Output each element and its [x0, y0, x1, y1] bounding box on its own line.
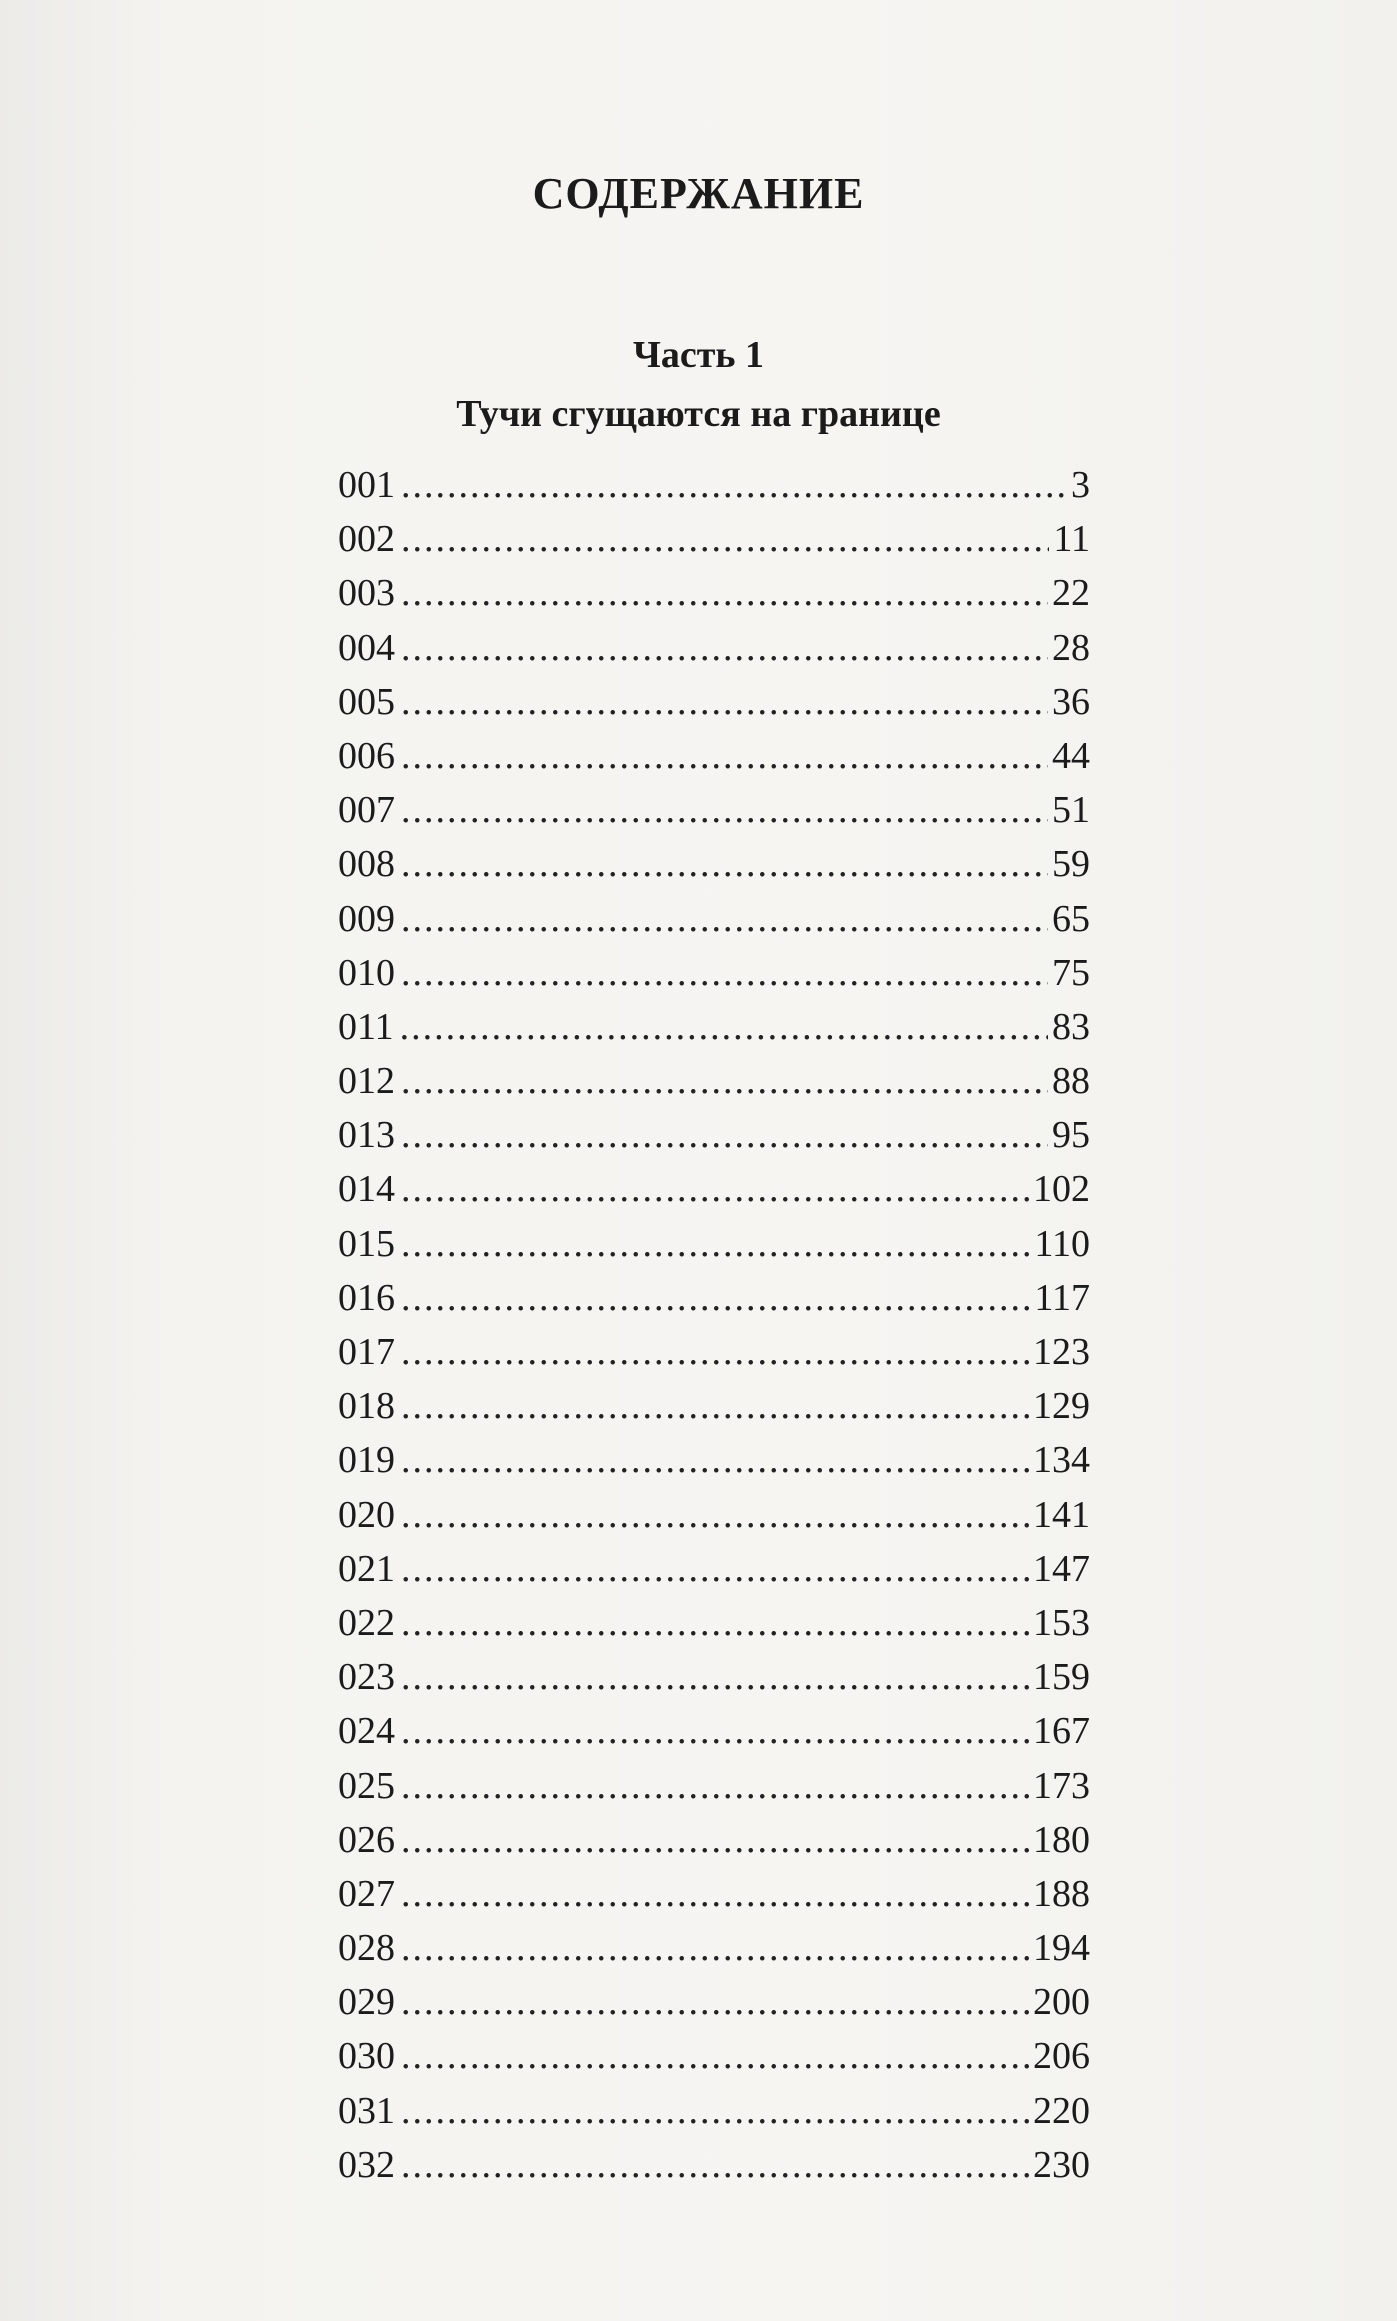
toc-entry-page: 3	[1071, 464, 1090, 506]
toc-entry-number: 018	[338, 1385, 395, 1428]
toc-entry-number: 004	[338, 626, 395, 669]
toc-entry-number: 031	[338, 2089, 395, 2132]
toc-entry-page: 28	[1052, 626, 1090, 669]
dot-leader	[401, 783, 1048, 837]
toc-entry-page: 173	[1033, 1764, 1090, 1807]
toc-entry-number: 009	[338, 897, 395, 940]
dot-leader	[401, 1433, 1029, 1487]
toc-entry-number: 022	[338, 1601, 395, 1644]
dot-leader	[401, 1813, 1029, 1867]
dot-leader	[401, 2138, 1029, 2192]
toc-entry	[338, 1975, 1090, 2029]
toc-entry-page: 51	[1052, 789, 1090, 832]
toc-entry-page: 188	[1033, 1872, 1090, 1915]
toc-entry-page: 220	[1033, 2089, 1090, 2132]
dot-leader	[401, 1217, 1030, 1271]
toc-entry	[338, 1271, 1090, 1325]
dot-leader	[401, 2029, 1029, 2083]
toc-entry-number: 008	[338, 843, 395, 886]
toc-entry-page: 95	[1052, 1114, 1090, 1157]
toc-entry-page: 129	[1033, 1385, 1090, 1428]
toc-entry	[338, 2084, 1090, 2138]
toc-entry	[338, 1162, 1090, 1216]
toc-entry-number: 002	[338, 518, 395, 561]
toc-entry-number: 007	[338, 789, 395, 832]
toc-entry	[338, 1325, 1090, 1379]
toc-list	[338, 458, 1090, 2192]
toc-entry-number: 010	[338, 951, 395, 994]
dot-leader	[401, 1704, 1029, 1758]
dot-leader	[400, 1000, 1048, 1054]
dot-leader	[401, 566, 1048, 620]
toc-entry-page: 59	[1052, 843, 1090, 886]
dot-leader	[401, 1650, 1029, 1704]
part-label: Часть 1	[632, 334, 764, 376]
toc-entry	[338, 1542, 1090, 1596]
dot-leader	[401, 729, 1048, 783]
toc-entry-page: 167	[1033, 1710, 1090, 1753]
dot-leader	[401, 837, 1048, 891]
dot-leader	[401, 892, 1048, 946]
dot-leader	[401, 458, 1067, 512]
toc-entry	[338, 1813, 1090, 1867]
toc-entry	[338, 1433, 1090, 1487]
toc-entry-page: 22	[1052, 572, 1090, 615]
toc-entry-page: 159	[1033, 1656, 1090, 1699]
page-title: СОДЕРЖАНИЕ	[532, 169, 865, 218]
toc-entry-number: 015	[338, 1222, 395, 1265]
toc-entry	[338, 1000, 1090, 1054]
toc-entry-page: 102	[1033, 1168, 1090, 1211]
toc-entry-page: 194	[1033, 1927, 1090, 1970]
toc-entry-page: 206	[1033, 2035, 1090, 2078]
toc-entry-number: 025	[338, 1764, 395, 1807]
toc-entry-number: 011	[338, 1005, 394, 1048]
toc-entry-number: 021	[338, 1547, 395, 1590]
toc-entry-number: 001	[338, 464, 395, 506]
dot-leader	[401, 1542, 1029, 1596]
toc-entry-page: 117	[1034, 1276, 1090, 1319]
dot-leader	[401, 2084, 1029, 2138]
toc-entry	[338, 2029, 1090, 2083]
toc-entry-number: 014	[338, 1168, 395, 1211]
dot-leader	[401, 621, 1048, 675]
dot-leader	[401, 1054, 1048, 1108]
dot-leader	[401, 1596, 1029, 1650]
dot-leader	[401, 1379, 1029, 1433]
dot-leader	[401, 1759, 1029, 1813]
toc-entry-number: 006	[338, 734, 395, 777]
toc-entry-page: 147	[1033, 1547, 1090, 1590]
dot-leader	[401, 1162, 1029, 1216]
dot-leader	[401, 1975, 1029, 2029]
dot-leader	[401, 512, 1049, 566]
toc-entry	[338, 729, 1090, 783]
toc-entry-page: 141	[1033, 1493, 1090, 1536]
dot-leader	[401, 1325, 1029, 1379]
toc-entry-number: 017	[338, 1331, 395, 1373]
toc-entry	[338, 458, 1090, 512]
toc-entry	[338, 1650, 1090, 1704]
toc-entry-number: 024	[338, 1710, 395, 1753]
dot-leader	[401, 1271, 1030, 1325]
toc-entry-page: 88	[1052, 1060, 1090, 1103]
toc-entry	[338, 1054, 1090, 1108]
toc-entry-number: 005	[338, 680, 395, 723]
toc-entry-page: 180	[1033, 1818, 1090, 1861]
dot-leader	[401, 1108, 1048, 1162]
toc-entry-page: 153	[1033, 1601, 1090, 1644]
toc-entry-number: 003	[338, 572, 395, 615]
toc-entry-number: 023	[338, 1656, 395, 1699]
toc-entry-number: 027	[338, 1872, 395, 1915]
dot-leader	[401, 675, 1048, 729]
dot-leader	[401, 1921, 1029, 1975]
toc-entry-page: 110	[1034, 1222, 1090, 1265]
toc-entry-number: 028	[338, 1927, 395, 1970]
toc-entry-number: 030	[338, 2035, 395, 2078]
toc-entry-number: 019	[338, 1439, 395, 1482]
toc-entry	[338, 1108, 1090, 1162]
toc-entry-page: 75	[1052, 951, 1090, 994]
toc-entry	[338, 621, 1090, 675]
toc-entry-number: 012	[338, 1060, 395, 1103]
toc-entry	[338, 1867, 1090, 1921]
toc-entry-page: 230	[1033, 2143, 1090, 2186]
toc-entry	[338, 1379, 1090, 1433]
toc-entry	[338, 675, 1090, 729]
toc-entry	[338, 566, 1090, 620]
toc-entry-page: 83	[1052, 1005, 1090, 1048]
toc-entry-page: 36	[1052, 680, 1090, 723]
toc-entry-number: 032	[338, 2143, 395, 2186]
toc-entry	[338, 892, 1090, 946]
toc-entry-number: 026	[338, 1818, 395, 1861]
toc-entry	[338, 1759, 1090, 1813]
toc-entry	[338, 1921, 1090, 1975]
dot-leader	[401, 1867, 1029, 1921]
toc-entry	[338, 1217, 1090, 1271]
toc-entry	[338, 1704, 1090, 1758]
toc-entry-number: 013	[338, 1114, 395, 1157]
toc-entry	[338, 783, 1090, 837]
toc-entry	[338, 2138, 1090, 2192]
toc-entry-page: 65	[1052, 897, 1090, 940]
toc-entry-page: 123	[1033, 1331, 1090, 1373]
toc-entry-page: 44	[1052, 734, 1090, 777]
toc-entry-number: 029	[338, 1981, 395, 2024]
toc-entry-number: 020	[338, 1493, 395, 1536]
dot-leader	[401, 946, 1048, 1000]
toc-entry	[338, 837, 1090, 891]
dot-leader	[401, 1488, 1029, 1542]
part-title: Тучи сгущаются на границе	[456, 393, 941, 435]
toc-entry	[338, 512, 1090, 566]
toc-entry-page: 200	[1033, 1981, 1090, 2024]
toc-entry-page: 11	[1053, 518, 1090, 561]
toc-entry-page: 134	[1033, 1439, 1090, 1482]
toc-entry	[338, 946, 1090, 1000]
toc-entry-number: 016	[338, 1276, 395, 1319]
toc-entry	[338, 1596, 1090, 1650]
toc-entry	[338, 1488, 1090, 1542]
